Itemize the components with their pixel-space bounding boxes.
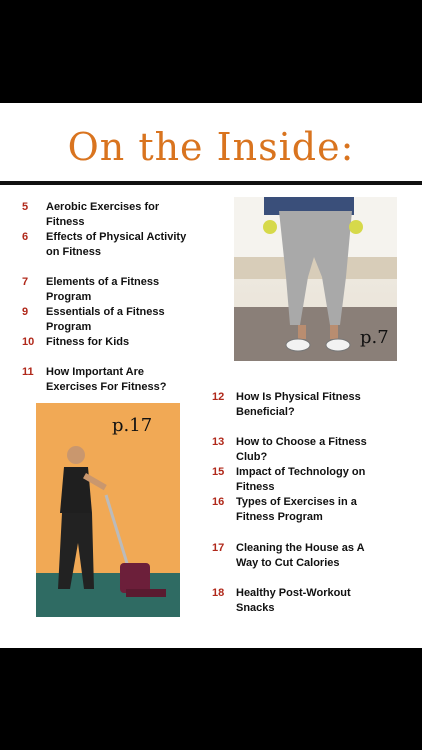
toc-item[interactable] xyxy=(212,390,386,420)
toc-title: How Important Are Exercises For Fitness? xyxy=(46,366,167,393)
photo-page-label: p.7 xyxy=(360,327,389,348)
toc-page-number: 17 xyxy=(212,542,225,554)
toc-item[interactable] xyxy=(22,230,196,260)
toc-page-number: 5 xyxy=(22,201,29,213)
toc-page-number: 9 xyxy=(22,306,29,318)
toc-item[interactable] xyxy=(212,465,386,495)
toc-title: Cleaning the House as A Way to Cut Calories xyxy=(236,542,365,569)
toc-item[interactable] xyxy=(212,495,386,525)
title-divider xyxy=(0,181,422,185)
toc-page-number: 11 xyxy=(22,366,34,378)
toc-title: How Is Physical Fitness Beneficial? xyxy=(236,391,361,418)
toc-title: Essentials of a Fitness Program xyxy=(46,306,165,333)
toc-item[interactable] xyxy=(22,275,196,305)
toc-page-number: 10 xyxy=(22,336,35,348)
toc-title: Healthy Post-Workout Snacks xyxy=(236,587,351,614)
toc-title: How to Choose a Fitness Club? xyxy=(236,436,367,463)
toc-title: Impact of Technology on Fitness xyxy=(236,466,366,493)
toc-item[interactable] xyxy=(22,200,196,230)
toc-title: Effects of Physical Activity on Fitness xyxy=(46,231,187,258)
toc-item[interactable] xyxy=(212,586,386,616)
toc-page-number: 13 xyxy=(212,436,225,448)
toc-item[interactable] xyxy=(212,541,386,571)
toc-title: Fitness for Kids xyxy=(46,336,130,348)
toc-page-number: 18 xyxy=(212,587,225,599)
toc-title: Aerobic Exercises for Fitness xyxy=(46,201,160,228)
photo-page-label: p.17 xyxy=(112,415,153,436)
toc-page-number: 7 xyxy=(22,276,29,288)
toc-title: Elements of a Fitness Program xyxy=(46,276,160,303)
toc-page-number: 15 xyxy=(212,466,225,478)
toc-page-number: 6 xyxy=(22,231,29,243)
magazine-page xyxy=(0,103,422,648)
toc-item[interactable] xyxy=(212,435,386,465)
page-title: On the Inside: xyxy=(67,125,355,169)
toc-page-number: 16 xyxy=(212,496,225,508)
toc-item[interactable] xyxy=(22,305,196,335)
toc-title: Types of Exercises in a Fitness Program xyxy=(236,496,357,523)
toc-item[interactable] xyxy=(22,335,196,350)
vacuum-illustration xyxy=(36,403,180,617)
photo-vacuuming xyxy=(36,403,180,617)
toc-item[interactable] xyxy=(22,365,196,395)
toc-page-number: 12 xyxy=(212,391,225,403)
photo-leg-workout xyxy=(234,197,397,361)
